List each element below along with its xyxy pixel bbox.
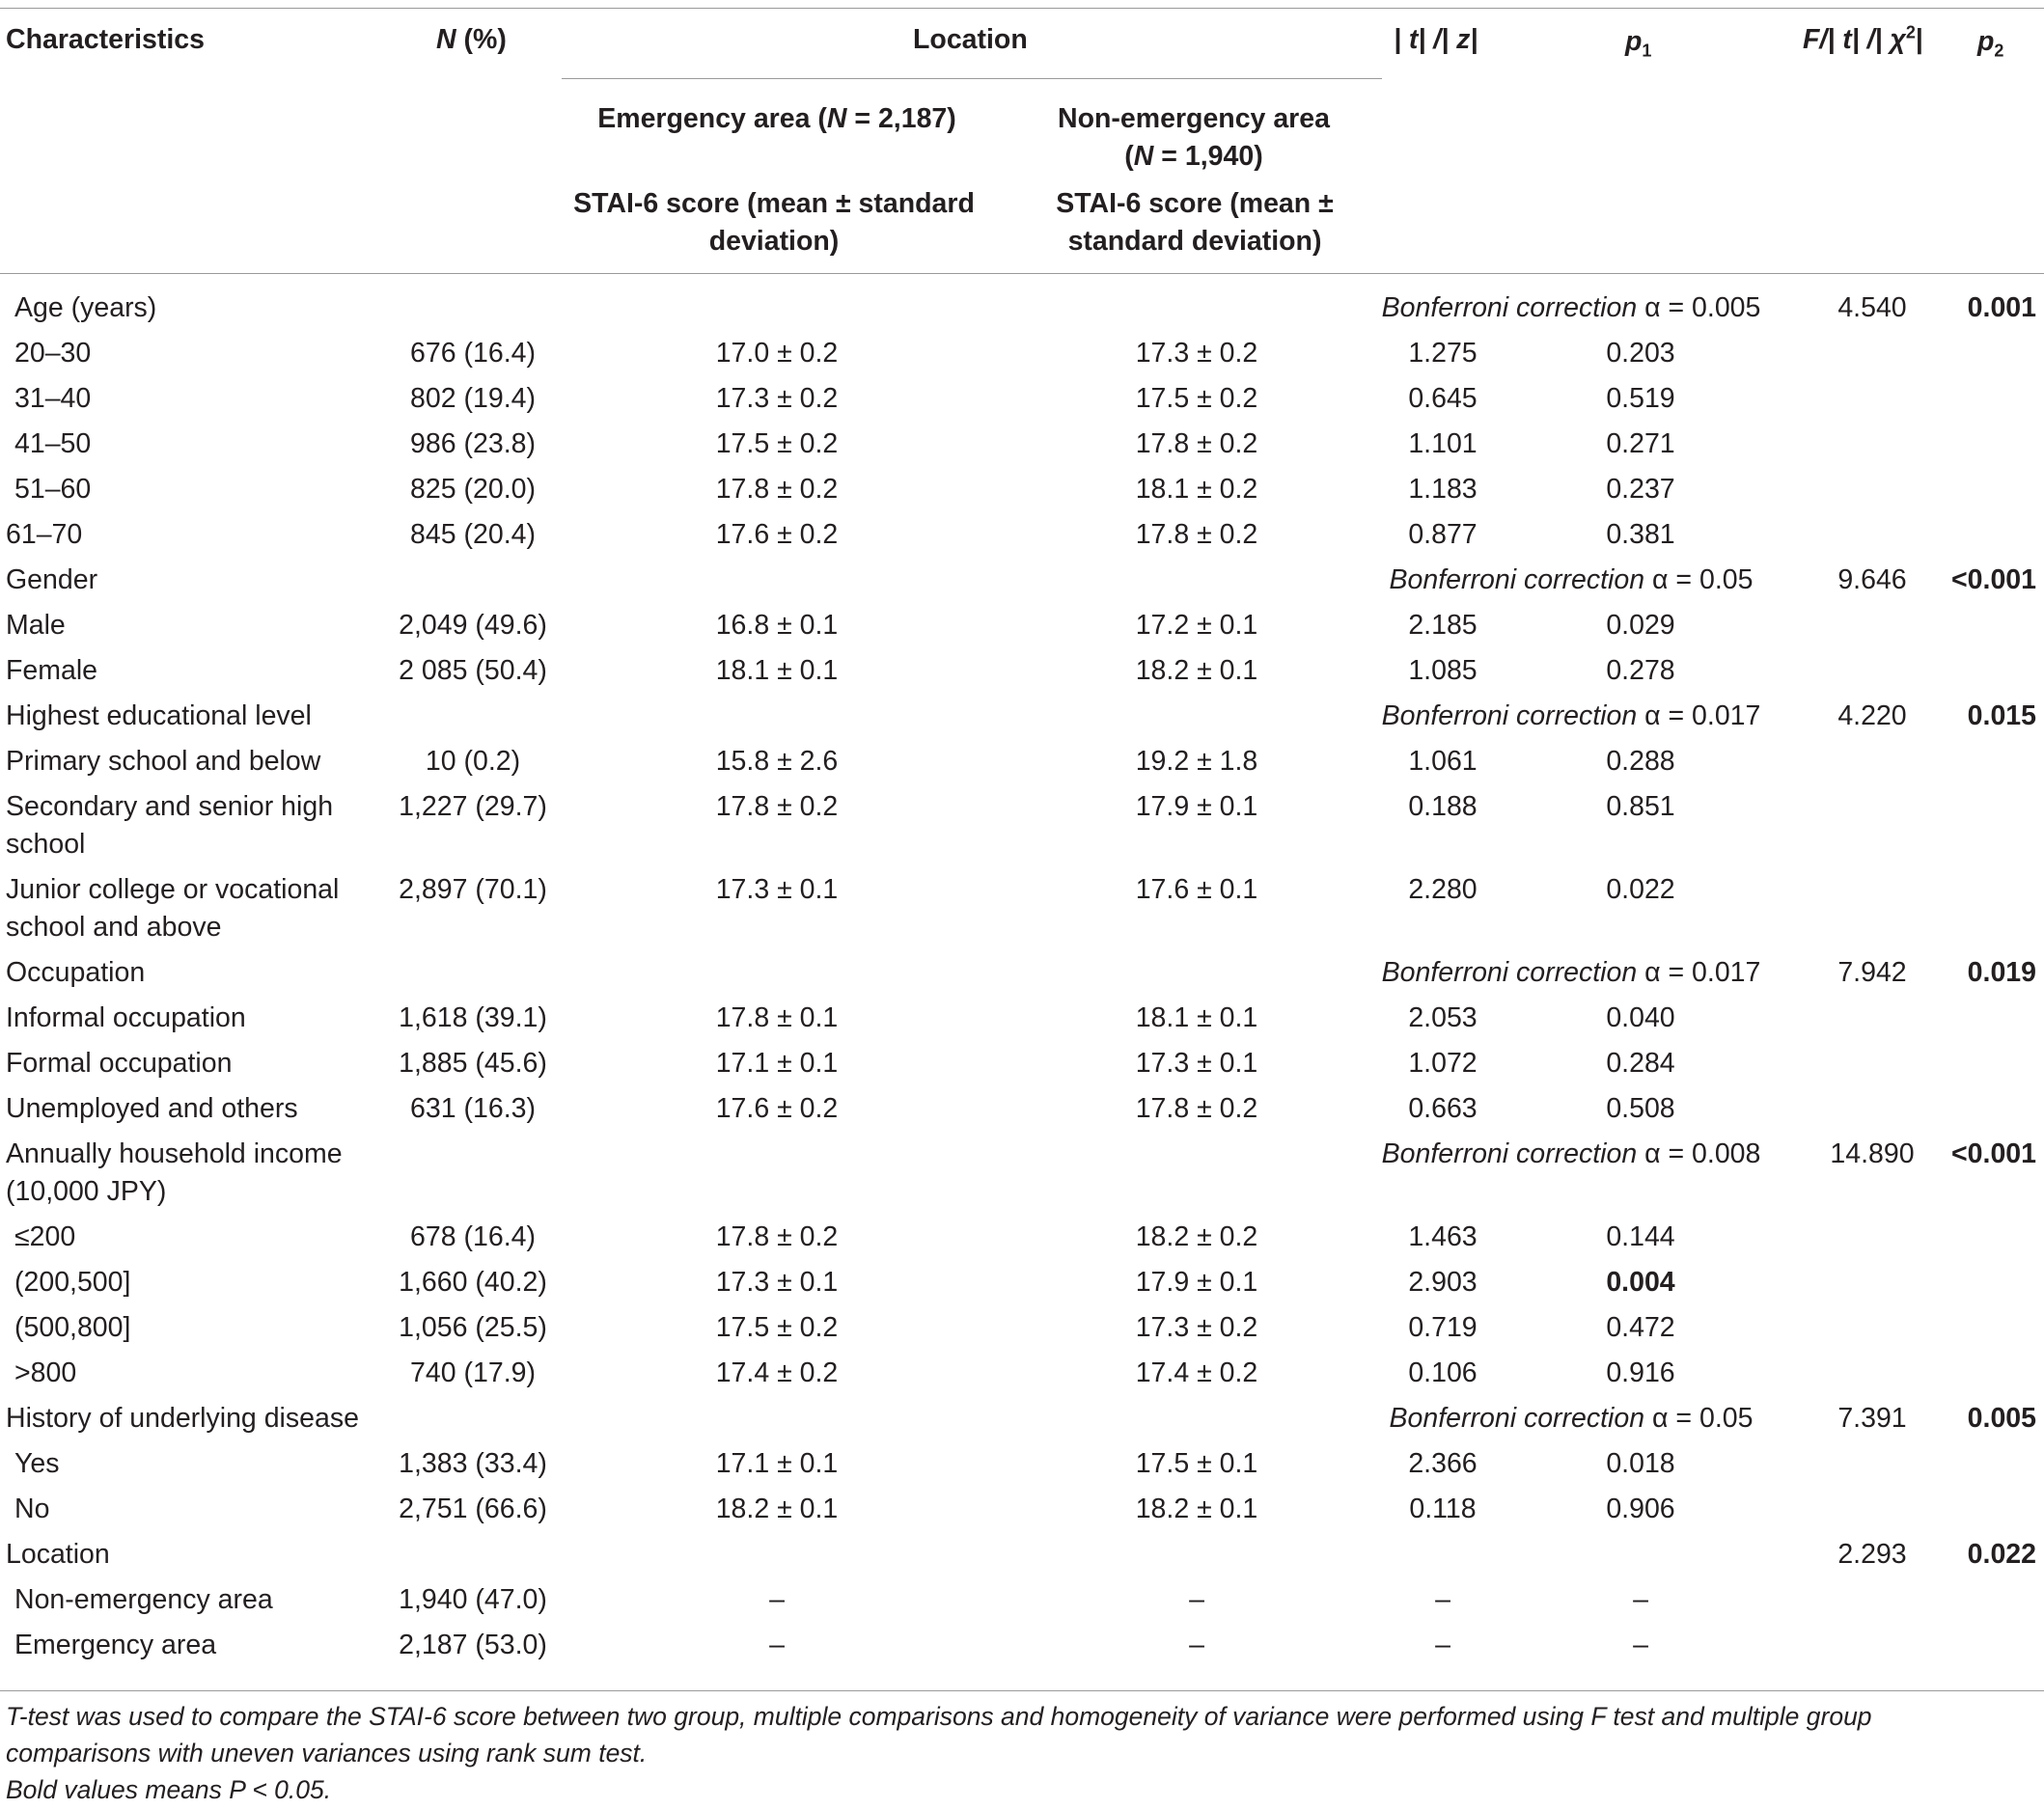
cell-nonemergency: 17.8 ± 0.2: [1135, 428, 1258, 459]
cell-characteristic: [6, 743, 320, 781]
header-p2-letter: p: [1977, 26, 1995, 57]
cell-t-stat: 1.085: [1408, 655, 1478, 686]
cell-characteristic: [14, 471, 91, 508]
cell-emergency: 17.3 ± 0.2: [715, 383, 839, 414]
header-nonemergency-n: N: [1133, 141, 1154, 172]
cell-characteristic: [14, 1491, 49, 1528]
cell-nonemergency: 17.3 ± 0.2: [1135, 1312, 1258, 1343]
cell-nonemergency: 17.5 ± 0.2: [1135, 383, 1258, 414]
cell-characteristic: [6, 788, 333, 863]
characteristic-text: Formal occupation: [6, 1048, 233, 1079]
characteristic-text: Non-emergency area: [14, 1584, 273, 1615]
header-t-stat: [1394, 21, 1478, 59]
cell-n: 1,618 (39.1): [399, 1002, 547, 1033]
characteristic-text: Primary school and below: [6, 746, 321, 777]
cell-emergency: 17.3 ± 0.1: [715, 1267, 839, 1298]
characteristic-text: Male: [6, 610, 66, 641]
cell-p1: 0.004: [1606, 1267, 1675, 1298]
cell-t-stat: 2.280: [1408, 874, 1478, 905]
characteristic-text: Occupation: [6, 957, 146, 988]
cell-p2: <0.001: [1951, 1138, 2036, 1169]
cell-characteristic: [14, 1581, 273, 1619]
header-p2: [1977, 23, 2003, 61]
header-p1-letter: p: [1625, 26, 1643, 57]
cell-n: 2,187 (53.0): [399, 1630, 547, 1660]
cell-characteristic: [14, 1627, 216, 1664]
header-nonemergency-score: STAI-6 score (mean ± standard deviation): [1056, 188, 1334, 257]
characteristic-text: ≤200: [14, 1221, 76, 1252]
cell-t-stat: 0.118: [1409, 1494, 1477, 1524]
cell-n: 1,383 (33.4): [399, 1448, 547, 1479]
cell-p1: 0.381: [1606, 519, 1675, 550]
bonferroni-alpha: α = 0.05: [1652, 1403, 1754, 1434]
cell-p1: 0.906: [1606, 1494, 1675, 1524]
cell-emergency: 15.8 ± 2.6: [715, 746, 839, 777]
cell-n: 825 (20.0): [410, 474, 536, 505]
bonferroni-label: Bonferroni correction: [1381, 292, 1638, 323]
cell-characteristic: [6, 652, 97, 690]
cell-p1: 0.144: [1606, 1221, 1675, 1252]
header-nonemergency-title: Non-emergency area: [1058, 103, 1330, 134]
cell-p1: 0.271: [1606, 428, 1675, 459]
bonferroni-alpha: α = 0.008: [1644, 1138, 1761, 1169]
cell-p1: 0.284: [1606, 1048, 1675, 1079]
cell-emergency: 18.2 ± 0.1: [715, 1494, 839, 1524]
cell-p1: 0.029: [1606, 610, 1675, 641]
cell-p1: –: [1633, 1584, 1648, 1615]
characteristic-text-line2: school and above: [6, 912, 222, 943]
cell-t-stat: 0.106: [1408, 1357, 1478, 1388]
cell-n: 2,049 (49.6): [399, 610, 547, 641]
characteristic-text: Unemployed and others: [6, 1093, 298, 1124]
header-bottom-rule: [0, 273, 2044, 274]
cell-t-stat: 2.185: [1408, 610, 1478, 641]
header-p2-sub: 2: [1994, 41, 2004, 61]
header-f-stat-pre: F/| t| /| χ: [1803, 24, 1906, 55]
bonferroni-label: Bonferroni correction: [1381, 1138, 1638, 1169]
bonferroni-alpha: α = 0.005: [1644, 292, 1761, 323]
cell-f-stat: 7.942: [1837, 957, 1907, 988]
header-n: [436, 21, 507, 59]
header-p1: [1625, 23, 1651, 61]
characteristic-text: 20–30: [14, 338, 92, 369]
cell-nonemergency: 17.6 ± 0.1: [1135, 874, 1258, 905]
cell-nonemergency: –: [1189, 1584, 1204, 1615]
cell-p2: 0.015: [1967, 700, 2036, 731]
cell-t-stat: –: [1435, 1630, 1450, 1660]
cell-emergency: 17.1 ± 0.1: [715, 1448, 839, 1479]
header-emergency-count: = 2,187): [846, 103, 956, 134]
characteristic-text: Junior college or vocational: [6, 874, 340, 905]
header-location: Location: [913, 24, 1028, 55]
location-span-rule: [562, 78, 1382, 79]
cell-characteristic: [6, 607, 66, 644]
cell-characteristic: [6, 1000, 246, 1037]
cell-emergency: –: [769, 1584, 785, 1615]
cell-emergency: 16.8 ± 0.1: [715, 610, 839, 641]
cell-nonemergency: 18.2 ± 0.2: [1135, 1221, 1258, 1252]
cell-nonemergency: 17.9 ± 0.1: [1135, 791, 1258, 822]
cell-characteristic: [6, 698, 312, 735]
cell-p2: 0.022: [1967, 1539, 2036, 1570]
header-emergency-score: STAI-6 score (mean ± standard deviation): [573, 188, 975, 257]
cell-t-stat: 1.101: [1408, 428, 1478, 459]
header-emergency-area: [555, 100, 999, 138]
cell-emergency: 17.3 ± 0.1: [715, 874, 839, 905]
cell-f-stat: 4.220: [1837, 700, 1907, 731]
cell-nonemergency: 17.4 ± 0.2: [1135, 1357, 1258, 1388]
cell-t-stat: –: [1435, 1584, 1450, 1615]
header-f-stat: [1803, 21, 1923, 59]
header-t-stat-text: | t| /| z|: [1394, 24, 1478, 55]
characteristic-text: Annually household income: [6, 1138, 343, 1169]
cell-n: 2,897 (70.1): [399, 874, 547, 905]
cell-characteristic: [6, 562, 97, 599]
cell-n: 986 (23.8): [410, 428, 536, 459]
characteristic-text: >800: [14, 1357, 77, 1388]
cell-t-stat: 0.877: [1408, 519, 1478, 550]
characteristic-text: Secondary and senior high: [6, 791, 334, 822]
cell-nonemergency: 19.2 ± 1.8: [1135, 746, 1258, 777]
cell-nonemergency: 17.3 ± 0.2: [1135, 338, 1258, 369]
cell-nonemergency: –: [1189, 1630, 1204, 1660]
cell-n: 2,751 (66.6): [399, 1494, 547, 1524]
cell-p1: 0.288: [1606, 746, 1675, 777]
cell-characteristic: [6, 1136, 343, 1211]
footnote-line-3: Bold values means P < 0.05.: [6, 1775, 332, 1804]
cell-p1: 0.508: [1606, 1093, 1675, 1124]
cell-t-stat: 2.053: [1408, 1002, 1478, 1033]
characteristic-text: 51–60: [14, 474, 92, 505]
cell-nonemergency: 17.2 ± 0.1: [1135, 610, 1258, 641]
cell-t-stat: 0.188: [1408, 791, 1478, 822]
cell-characteristic: [14, 425, 91, 463]
header-nonemergency-area: [1006, 100, 1382, 176]
cell-n: 631 (16.3): [410, 1093, 536, 1124]
table-top-rule: [0, 8, 2044, 9]
cell-t-stat: 2.903: [1408, 1267, 1478, 1298]
cell-t-stat: 1.072: [1408, 1048, 1478, 1079]
cell-t-stat: 0.719: [1408, 1312, 1478, 1343]
characteristic-text: Yes: [14, 1448, 60, 1479]
cell-f-stat: 2.293: [1837, 1539, 1907, 1570]
cell-p1: 0.519: [1606, 383, 1675, 414]
cell-nonemergency: 17.8 ± 0.2: [1135, 1093, 1258, 1124]
characteristic-text-line2: (10,000 JPY): [6, 1176, 167, 1207]
bonferroni-label: Bonferroni correction: [1389, 564, 1645, 595]
cell-n: 676 (16.4): [410, 338, 536, 369]
cell-characteristic: [6, 954, 145, 992]
cell-p1: –: [1633, 1630, 1648, 1660]
cell-p1: 0.040: [1606, 1002, 1675, 1033]
header-f-stat-post: |: [1915, 24, 1923, 55]
cell-emergency: 17.6 ± 0.2: [715, 1093, 839, 1124]
cell-p2: <0.001: [1951, 564, 2036, 595]
cell-bonferroni: [1330, 562, 1812, 599]
cell-n: 10 (0.2): [425, 746, 521, 777]
characteristic-text: Gender: [6, 564, 98, 595]
cell-t-stat: 0.645: [1408, 383, 1478, 414]
bonferroni-label: Bonferroni correction: [1381, 957, 1638, 988]
characteristic-text: 31–40: [14, 383, 92, 414]
bonferroni-alpha: α = 0.017: [1644, 700, 1761, 731]
cell-emergency: 18.1 ± 0.1: [715, 655, 839, 686]
cell-nonemergency: 18.1 ± 0.2: [1135, 474, 1258, 505]
cell-bonferroni: [1330, 954, 1812, 992]
header-n-suffix: (%): [456, 24, 507, 55]
cell-p1: 0.018: [1606, 1448, 1675, 1479]
cell-emergency: 17.8 ± 0.1: [715, 1002, 839, 1033]
cell-n: 2 085 (50.4): [399, 655, 547, 686]
characteristic-text: Age (years): [14, 292, 157, 323]
characteristic-text: Emergency area: [14, 1630, 217, 1660]
cell-n: 845 (20.4): [410, 519, 536, 550]
characteristic-text: Location: [6, 1539, 110, 1570]
bonferroni-label: Bonferroni correction: [1389, 1403, 1645, 1434]
cell-p1: 0.203: [1606, 338, 1675, 369]
cell-bonferroni: [1330, 289, 1812, 327]
cell-nonemergency: 18.2 ± 0.1: [1135, 655, 1258, 686]
cell-emergency: 17.0 ± 0.2: [715, 338, 839, 369]
cell-n: 1,940 (47.0): [399, 1584, 547, 1615]
cell-nonemergency: 18.1 ± 0.1: [1135, 1002, 1258, 1033]
header-n-letter: N: [436, 24, 456, 55]
cell-characteristic: [14, 289, 156, 327]
cell-characteristic: [6, 516, 82, 554]
characteristic-text: History of underlying disease: [6, 1403, 359, 1434]
cell-n: 1,056 (25.5): [399, 1312, 547, 1343]
cell-p1: 0.022: [1606, 874, 1675, 905]
cell-n: 1,885 (45.6): [399, 1048, 547, 1079]
cell-p1: 0.916: [1606, 1357, 1675, 1388]
cell-t-stat: 2.366: [1408, 1448, 1478, 1479]
cell-characteristic: [14, 1264, 130, 1302]
bonferroni-label: Bonferroni correction: [1381, 700, 1638, 731]
bonferroni-alpha: α = 0.017: [1644, 957, 1761, 988]
cell-emergency: 17.8 ± 0.2: [715, 474, 839, 505]
cell-bonferroni: [1330, 1400, 1812, 1438]
footnote-line-1: T-test was used to compare the STAI-6 score between two group, multiple comparisons and homogeneity of variance were performed using F test and multiple group: [6, 1702, 1872, 1731]
cell-n: 802 (19.4): [410, 383, 536, 414]
characteristic-text: (200,500]: [14, 1267, 131, 1298]
cell-characteristic: [6, 871, 339, 946]
cell-emergency: –: [769, 1630, 785, 1660]
header-p1-sub: 1: [1642, 41, 1652, 61]
cell-p1: 0.237: [1606, 474, 1675, 505]
header-nonemergency-n-line: [1006, 138, 1382, 176]
cell-characteristic: [14, 1309, 130, 1347]
cell-n: 678 (16.4): [410, 1221, 536, 1252]
header-emergency-title: Emergency area (: [597, 103, 827, 134]
header-nonemergency-count: = 1,940): [1153, 141, 1263, 172]
cell-characteristic: [6, 1400, 359, 1438]
cell-characteristic: [14, 380, 91, 418]
cell-p1: 0.472: [1606, 1312, 1675, 1343]
cell-t-stat: 1.463: [1408, 1221, 1478, 1252]
cell-characteristic: [14, 1355, 76, 1392]
cell-t-stat: 1.061: [1408, 746, 1478, 777]
header-characteristics: Characteristics: [6, 24, 205, 55]
cell-f-stat: 9.646: [1837, 564, 1907, 595]
characteristic-text-line2: school: [6, 829, 86, 860]
header-f-stat-sup: 2: [1905, 22, 1916, 42]
cell-n: 1,660 (40.2): [399, 1267, 547, 1298]
cell-nonemergency: 17.8 ± 0.2: [1135, 519, 1258, 550]
cell-f-stat: 4.540: [1837, 292, 1907, 323]
characteristic-text: Informal occupation: [6, 1002, 246, 1033]
header-nonemergency-paren: (: [1124, 141, 1134, 172]
cell-characteristic: [6, 1536, 110, 1574]
table-bottom-rule: [0, 1690, 2044, 1691]
footnote-line-2: comparisons with uneven variances using rank sum test.: [6, 1739, 648, 1768]
cell-emergency: 17.8 ± 0.2: [715, 1221, 839, 1252]
characteristic-text: 41–50: [14, 428, 92, 459]
cell-n: 1,227 (29.7): [399, 791, 547, 822]
cell-t-stat: 1.183: [1408, 474, 1478, 505]
cell-emergency: 17.6 ± 0.2: [715, 519, 839, 550]
cell-t-stat: 0.663: [1408, 1093, 1478, 1124]
cell-emergency: 17.5 ± 0.2: [715, 1312, 839, 1343]
cell-p1: 0.851: [1606, 791, 1675, 822]
cell-emergency: 17.1 ± 0.1: [715, 1048, 839, 1079]
characteristic-text: 61–70: [6, 519, 83, 550]
cell-emergency: 17.4 ± 0.2: [715, 1357, 839, 1388]
cell-f-stat: 7.391: [1837, 1403, 1907, 1434]
cell-nonemergency: 18.2 ± 0.1: [1135, 1494, 1258, 1524]
cell-characteristic: [6, 1045, 232, 1083]
cell-characteristic: [14, 335, 91, 372]
characteristic-text: (500,800]: [14, 1312, 131, 1343]
bonferroni-alpha: α = 0.05: [1652, 564, 1754, 595]
cell-p2: 0.005: [1967, 1403, 2036, 1434]
header-emergency-n: N: [826, 103, 847, 134]
cell-bonferroni: [1330, 698, 1812, 735]
cell-nonemergency: 17.3 ± 0.1: [1135, 1048, 1258, 1079]
cell-characteristic: [6, 1090, 298, 1128]
cell-p1: 0.278: [1606, 655, 1675, 686]
characteristic-text: Female: [6, 655, 98, 686]
cell-p2: 0.001: [1967, 292, 2036, 323]
cell-f-stat: 14.890: [1830, 1138, 1915, 1169]
cell-bonferroni: [1330, 1136, 1812, 1173]
cell-p2: 0.019: [1967, 957, 2036, 988]
cell-t-stat: 1.275: [1408, 338, 1478, 369]
cell-n: 740 (17.9): [410, 1357, 536, 1388]
characteristic-text: No: [14, 1494, 50, 1524]
cell-nonemergency: 17.5 ± 0.1: [1135, 1448, 1258, 1479]
cell-characteristic: [14, 1219, 75, 1256]
cell-emergency: 17.8 ± 0.2: [715, 791, 839, 822]
characteristic-text: Highest educational level: [6, 700, 312, 731]
cell-nonemergency: 17.9 ± 0.1: [1135, 1267, 1258, 1298]
cell-emergency: 17.5 ± 0.2: [715, 428, 839, 459]
cell-characteristic: [14, 1445, 60, 1483]
